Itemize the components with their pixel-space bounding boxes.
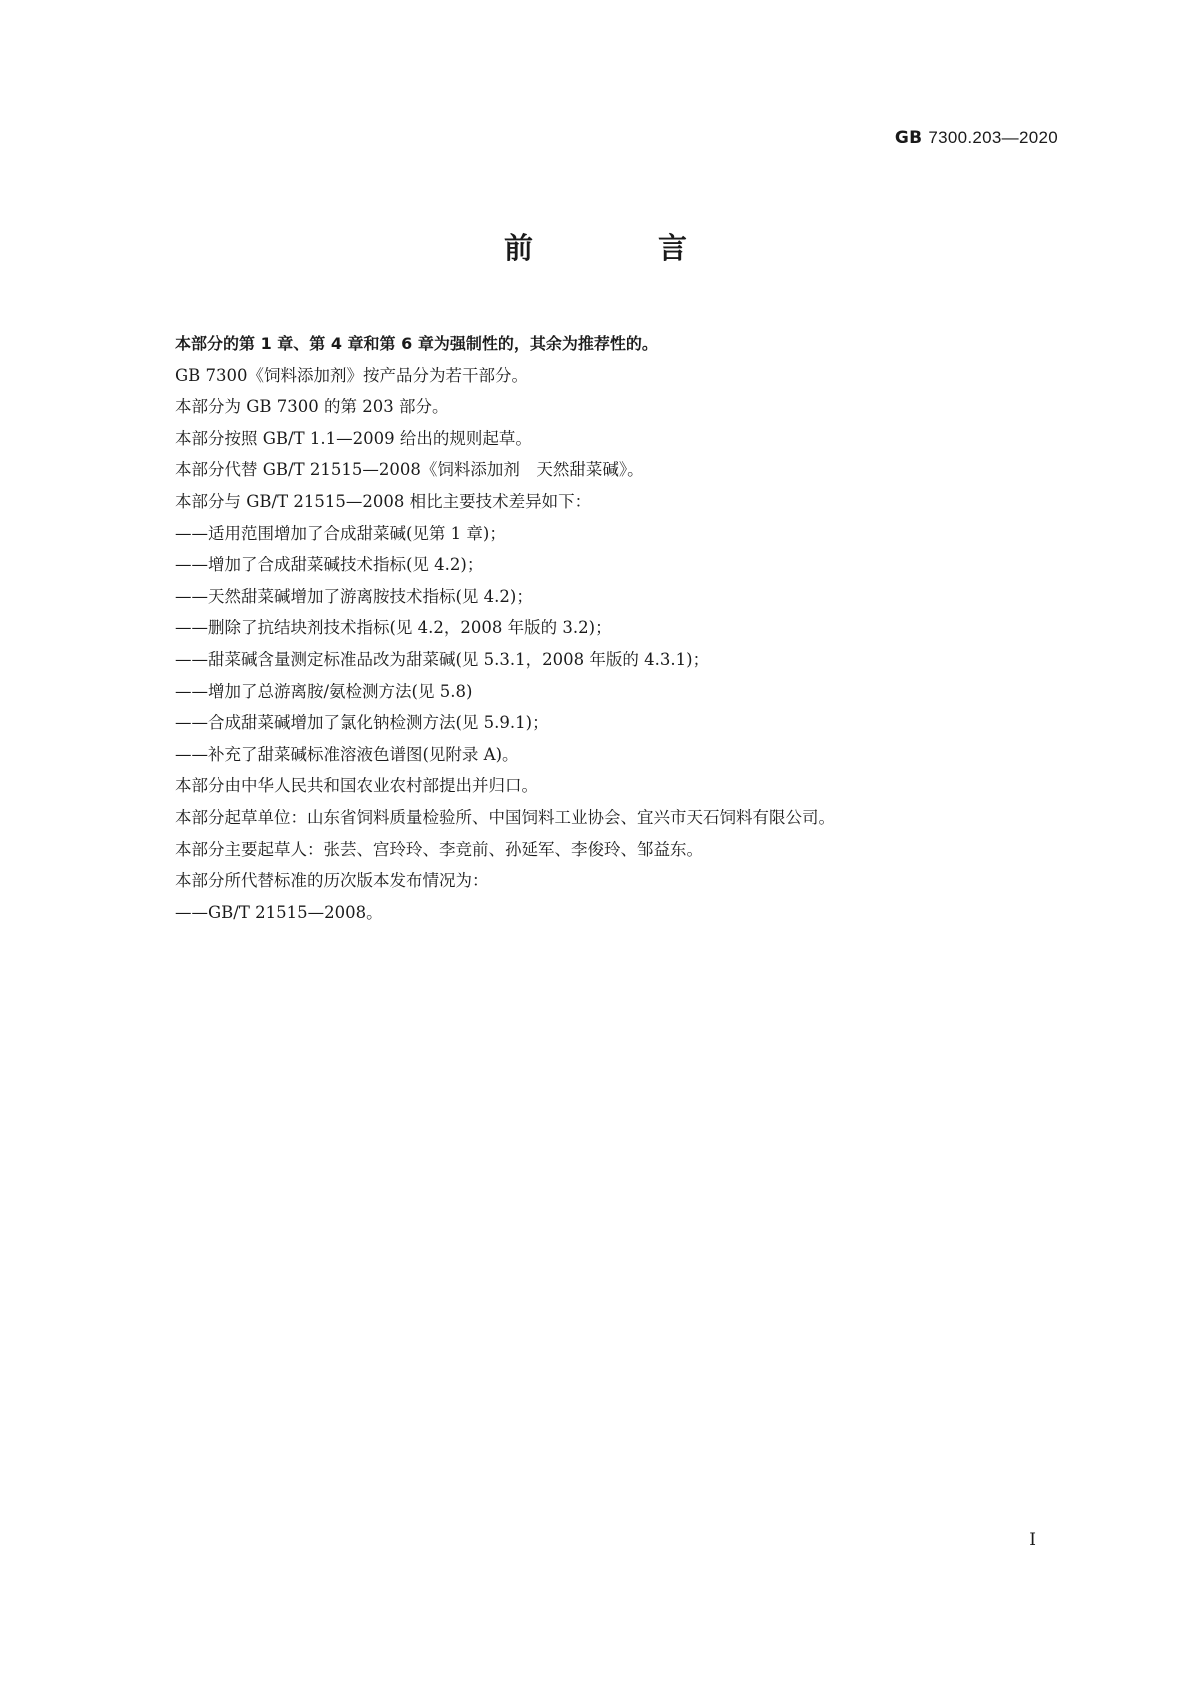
standard-code [895, 128, 1058, 148]
standard-number: 7300.203—2020 [928, 128, 1058, 147]
paragraph-mandatory-clause: 本部分的第 1 章、第 4 章和第 6 章为强制性的，其余为推荐性的。 [175, 334, 658, 353]
list-item: ——增加了合成甜菜碱技术指标(见 4.2)； [175, 555, 484, 575]
list-item: ——合成甜菜碱增加了氯化钠检测方法(见 5.9.1)； [175, 713, 549, 733]
list-item: ——增加了总游离胺/氨检测方法(见 5.8) [175, 681, 473, 701]
list-item: ——适用范围增加了合成甜菜碱(见第 1 章)； [175, 523, 506, 543]
paragraph: 本部分所代替标准的历次版本发布情况为： [175, 871, 489, 891]
paragraph: 本部分代替 GB/T 21515—2008《饲料添加剂 天然甜菜碱》。 [175, 460, 644, 480]
paragraph: 本部分为 GB 7300 的第 203 部分。 [175, 397, 449, 417]
foreword-body [175, 328, 1055, 928]
paragraph: 本部分与 GB/T 21515—2008 相比主要技术差异如下： [175, 491, 592, 511]
paragraph: 本部分由中华人民共和国农业农村部提出并归口。 [175, 776, 538, 796]
paragraph: 本部分按照 GB/T 1.1—2009 给出的规则起草。 [175, 428, 532, 448]
list-item: ——删除了抗结块剂技术指标(见 4.2，2008 年版的 3.2)； [175, 618, 612, 638]
standard-prefix: GB [894, 128, 923, 148]
page-number: I [1029, 1530, 1036, 1550]
paragraph: 本部分起草单位：山东省饲料质量检验所、中国饲料工业协会、宜兴市天石饲料有限公司。 [175, 807, 835, 827]
page-title: 前 言 [503, 231, 735, 265]
list-item: ——GB/T 21515—2008。 [175, 902, 383, 922]
list-item: ——天然甜菜碱增加了游离胺技术指标(见 4.2)； [175, 586, 533, 606]
list-item: ——甜菜碱含量测定标准品改为甜菜碱(见 5.3.1，2008 年版的 4.3.1)； [175, 649, 710, 669]
list-item: ——补充了甜菜碱标准溶液色谱图(见附录 A)。 [175, 744, 519, 764]
paragraph: GB 7300《饲料添加剂》按产品分为若干部分。 [175, 365, 529, 385]
paragraph: 本部分主要起草人：张芸、宫玲玲、李竞前、孙延军、李俊玲、邹益东。 [175, 839, 703, 859]
